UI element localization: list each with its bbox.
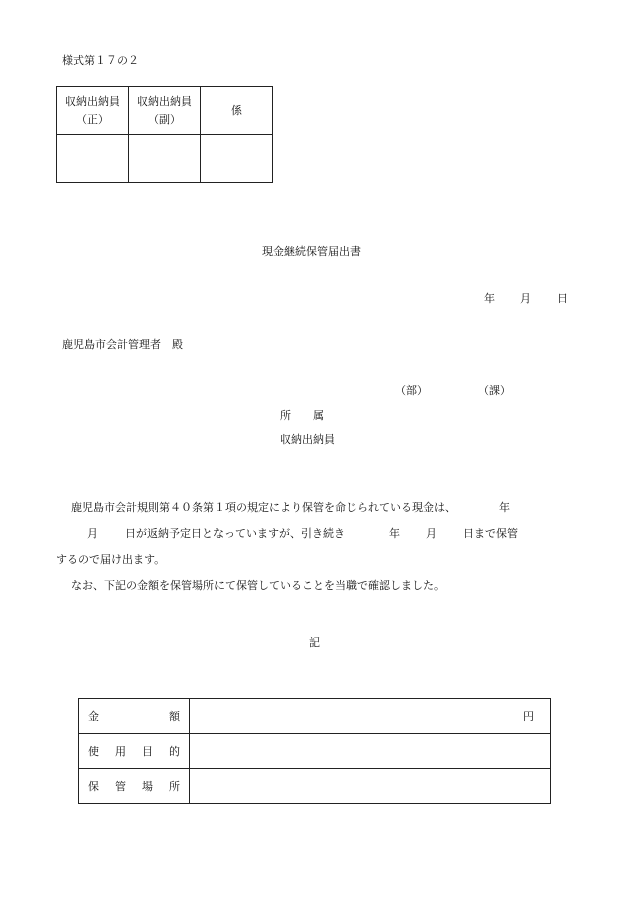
detail-value-location[interactable] [190, 769, 551, 804]
stamp-header-primary-qualifier: （正） [76, 112, 109, 126]
body-line-2-tail: 日まで保管 [463, 527, 518, 540]
detail-table [78, 698, 551, 804]
sender-role-label: 収納出納員 [280, 433, 335, 446]
detail-label-purpose-text: 使 用 目 的 [88, 745, 180, 758]
body-line-1-text: 鹿児島市会計規則第４０条第１項の規定により保管を命じられている現金は、 [71, 501, 456, 514]
stamp-header-row [57, 87, 273, 135]
stamp-header-staff-role: 係 [231, 103, 242, 117]
stamp-header-deputy-role: 収納出納員 [137, 94, 192, 108]
stamp-seal-primary[interactable] [57, 135, 129, 183]
stamp-header-primary-role: 収納出納員 [65, 94, 120, 108]
detail-row-amount [79, 699, 551, 734]
detail-row-location [79, 769, 551, 804]
form-number: 様式第１７の２ [62, 54, 139, 67]
body-line-1 [60, 495, 518, 521]
body-line-2 [60, 521, 518, 547]
stamp-seal-deputy[interactable] [129, 135, 201, 183]
detail-row-purpose [79, 734, 551, 769]
sender-department: （部） [395, 384, 428, 397]
body-line-3 [56, 547, 518, 573]
detail-value-amount[interactable]: 円 [190, 699, 551, 734]
body-line-2-text: 日が返納予定日となっていますが、引き続き [125, 527, 345, 540]
date-day-label: 日 [557, 292, 568, 305]
date-year-label: 年 [484, 292, 495, 305]
body-line-4 [60, 573, 518, 599]
detail-label-location [79, 769, 190, 804]
body-line-1-year: 年 [499, 501, 510, 514]
note-mark: 記 [309, 636, 320, 649]
sender-affiliation-label: 所 属 [280, 409, 324, 422]
stamp-header-deputy-qualifier: （副） [148, 112, 181, 126]
stamp-seal-staff[interactable] [201, 135, 273, 183]
body-line-4-text: なお、下記の金額を保管場所にて保管していることを当職で確認しました。 [71, 579, 445, 592]
addressee: 鹿児島市会計管理者 殿 [62, 338, 183, 351]
approval-stamp-table [56, 86, 273, 183]
detail-label-amount-text: 金 額 [88, 710, 180, 723]
body-line-3-text: するので届け出ます。 [56, 553, 166, 566]
document-title: 現金継続保管届出書 [262, 245, 361, 258]
detail-label-amount [79, 699, 190, 734]
body-line-2-year: 年 [389, 527, 400, 540]
detail-label-purpose [79, 734, 190, 769]
body-paragraphs [56, 495, 518, 599]
body-line-2-month2: 月 [426, 527, 437, 540]
detail-label-location-text: 保 管 場 所 [88, 780, 180, 793]
sender-section: （課） [478, 384, 511, 397]
stamp-header-deputy [129, 87, 201, 135]
stamp-seal-row [57, 135, 273, 183]
stamp-header-primary [57, 87, 129, 135]
body-line-2-month: 月 [87, 527, 98, 540]
date-month-label: 月 [520, 292, 531, 305]
detail-value-purpose[interactable] [190, 734, 551, 769]
stamp-header-staff [201, 87, 273, 135]
